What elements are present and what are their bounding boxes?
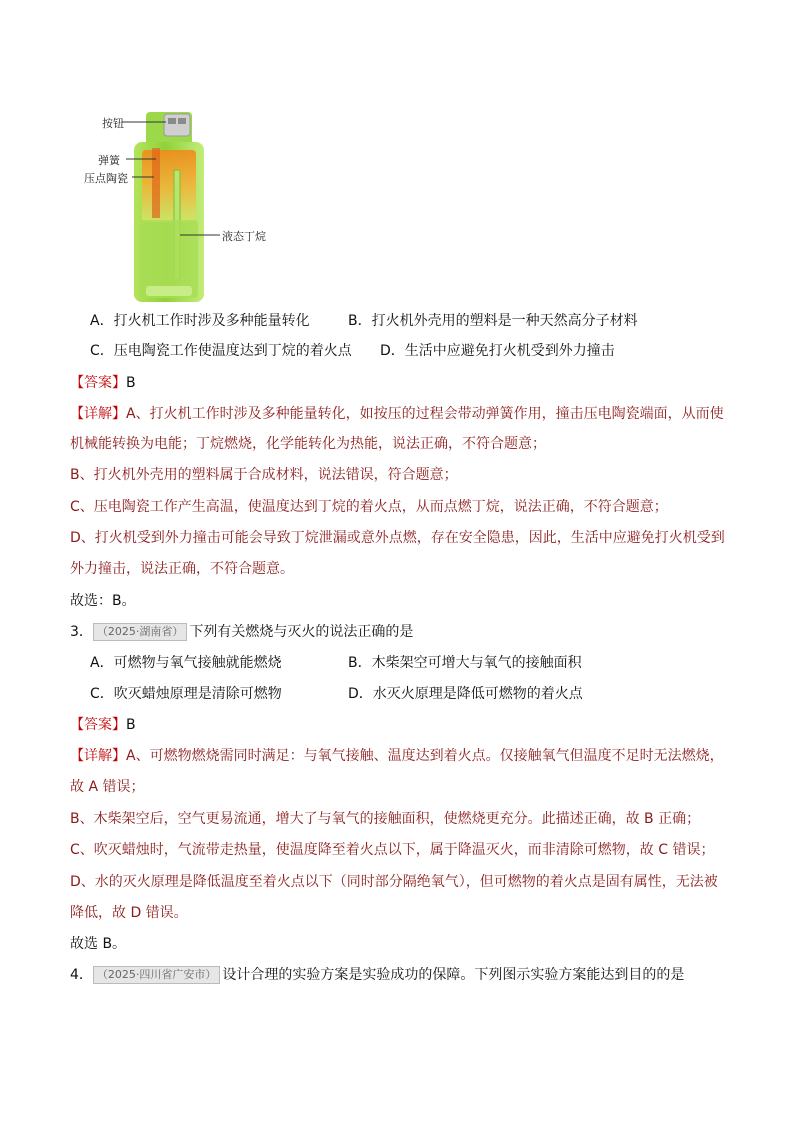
detail-text: A、打火机工作时涉及多种能量转化，如按压的过程会带动弹簧作用，撞击压电陶瓷端面，从而使 xyxy=(126,406,724,422)
q2-detail-line-2: 机械能转换为电能；丁烷燃烧，化学能转化为热能，说法正确，不符合题意； xyxy=(70,436,546,452)
q2-option-b: B．打火机外壳用的塑料是一种天然高分子材料 xyxy=(348,313,638,329)
question-number: 3． xyxy=(70,624,93,640)
source-tag: （2025·湖南省） xyxy=(93,623,188,641)
q4-stem xyxy=(70,965,684,985)
question-text: 设计合理的实验方案是实验成功的保障。下列图示实验方案能达到目的的是 xyxy=(222,967,685,983)
q2-option-c: C．压电陶瓷工作使温度达到丁烷的着火点 xyxy=(90,343,352,359)
detail-label: 【详解】 xyxy=(70,748,126,764)
q3-option-c: C．吹灭蜡烛原理是清除可燃物 xyxy=(90,686,282,702)
spring-label: 弹簧 xyxy=(98,154,120,167)
q2-detail-line-6: 外力撞击，说法正确，不符合题意。 xyxy=(70,561,294,577)
q3-option-a: A．可燃物与氧气接触就能燃烧 xyxy=(90,655,282,671)
answer-label: 【答案】 xyxy=(70,717,126,733)
q3-detail-line-5: D、水的灭火原理是降低温度至着火点以下（同时部分隔绝氧气），但可燃物的着火点是固有属性，无法被 xyxy=(70,874,718,890)
butane-label: 液态丁烷 xyxy=(222,230,266,243)
answer-label: 【答案】 xyxy=(70,375,126,391)
answer-value: B xyxy=(126,717,136,733)
q2-conclusion: 故选：B。 xyxy=(70,593,136,609)
q2-answer xyxy=(70,373,136,393)
q2-detail-line-5: D、打火机受到外力撞击可能会导致丁烷泄漏或意外点燃，存在安全隐患，因此，生活中应避免打火机受到 xyxy=(70,530,725,546)
q2-option-d: D．生活中应避免打火机受到外力撞击 xyxy=(380,343,615,359)
question-number: 4． xyxy=(70,967,93,983)
q3-option-d: D．水灭火原理是降低可燃物的着火点 xyxy=(348,686,583,702)
q3-answer xyxy=(70,715,136,735)
q2-detail-line-4: C、压电陶瓷工作产生高温，使温度达到丁烷的着火点，从而点燃丁烷，说法正确，不符合题意； xyxy=(70,499,668,515)
question-text: 下列有关燃烧与灭火的说法正确的是 xyxy=(189,624,414,640)
detail-text: A、可燃物燃烧需同时满足：与氧气接触、温度达到着火点。仅接触氧气但温度不足时无法燃烧， xyxy=(126,748,724,764)
detail-label: 【详解】 xyxy=(70,406,126,422)
lighter-illustration xyxy=(70,100,260,305)
q2-detail-line-1 xyxy=(70,404,724,424)
q2-option-a: A．打火机工作时涉及多种能量转化 xyxy=(90,313,310,329)
q3-detail-line-4: C、吹灭蜡烛时，气流带走热量，使温度降至着火点以下，属于降温灭火，而非清除可燃物，故 C 错误； xyxy=(70,842,715,858)
piezo-label: 压点陶瓷 xyxy=(84,172,128,185)
q3-option-b: B．木柴架空可增大与氧气的接触面积 xyxy=(348,655,582,671)
q3-detail-line-1 xyxy=(70,746,724,766)
q3-conclusion: 故选 B。 xyxy=(70,936,127,952)
q2-detail-line-3: B、打火机外壳用的塑料属于合成材料，说法错误，符合题意； xyxy=(70,467,458,483)
q3-detail-line-6: 降低，故 D 错误。 xyxy=(70,905,188,921)
lighter-figure xyxy=(70,100,266,305)
button-label: 按钮 xyxy=(102,117,124,130)
q3-stem xyxy=(70,622,413,642)
q3-detail-line-2: 故 A 错误； xyxy=(70,779,145,795)
answer-value: B xyxy=(126,375,136,391)
q3-detail-line-3: B、木柴架空后，空气更易流通，增大了与氧气的接触面积，使燃烧更充分。此描述正确，故 B 正确； xyxy=(70,811,701,827)
source-tag: （2025·四川省广安市） xyxy=(93,966,221,984)
